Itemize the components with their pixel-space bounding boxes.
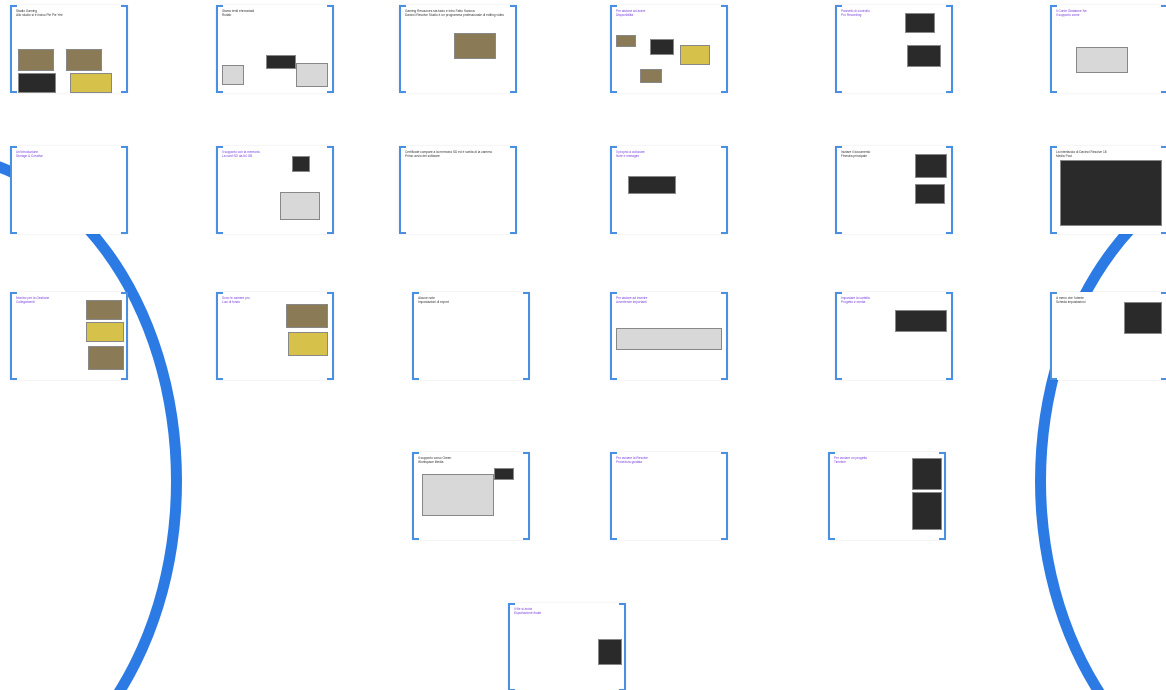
slide-thumbnail-18[interactable] (1050, 292, 1166, 380)
slide-right-bracket (523, 292, 530, 380)
slide-image (680, 45, 710, 65)
slide-text-line: Sono le camere pro (222, 296, 250, 300)
slide-text-line: Workspace Media (418, 460, 444, 465)
slide-right-bracket (1161, 5, 1166, 93)
slide-image (616, 328, 722, 350)
slide-thumbnail-21[interactable] (828, 452, 946, 540)
slide-left-bracket (828, 452, 835, 540)
slide-thumbnail-3[interactable] (399, 5, 517, 93)
slide-text-line: Per avviare la Resolve (616, 456, 648, 460)
slide-left-bracket (610, 5, 617, 93)
slide-right-bracket (121, 146, 128, 234)
slide-right-bracket (721, 292, 728, 380)
slide-text-line: A meno che l'utente (1056, 296, 1084, 300)
slide-text-line: Il supporto corso Green (418, 456, 452, 460)
slide-text-line: Note e immagini (616, 154, 640, 159)
slide-left-bracket (399, 5, 406, 93)
slide-image (18, 49, 54, 71)
slide-left-bracket (835, 5, 842, 93)
slide-text-line: Media Pool (1056, 154, 1072, 159)
slide-image (628, 176, 676, 194)
slide-text-line: Primo avvio del software (405, 154, 440, 159)
slide-left-bracket (835, 292, 842, 380)
slide-left-bracket (610, 452, 617, 540)
slide-thumbnail-7[interactable] (10, 146, 128, 234)
slide-text-line: Il supporto con la memoria (222, 150, 260, 154)
slide-left-bracket (10, 146, 17, 234)
slide-left-bracket (216, 292, 223, 380)
slide-text-line: Ruitab (222, 13, 232, 18)
slide-right-bracket (327, 5, 334, 93)
slide-thumbnail-17[interactable] (835, 292, 953, 380)
slide-text-line: Davinci Resolve Studio è un programma professionale di editing video (405, 13, 505, 18)
slide-image (266, 55, 296, 69)
slide-image (1124, 302, 1162, 334)
slide-image (288, 332, 328, 356)
slide-text-line: Stadio Gaming (16, 9, 38, 13)
slide-left-bracket (10, 292, 17, 380)
slide-thumbnail-13[interactable] (10, 292, 128, 380)
slide-image (494, 468, 514, 480)
slide-right-bracket (523, 452, 530, 540)
slide-text-line: Scheda impostazioni (1056, 300, 1086, 305)
slide-text-line: Monitor per la Gestione (16, 296, 50, 300)
slide-image (296, 63, 328, 87)
slide-image (66, 49, 102, 71)
slide-text-line: Storage & Creative (16, 154, 43, 159)
slide-image (912, 492, 942, 530)
slide-text-line: Per aiutare ad inserire (616, 296, 648, 300)
slide-text-line: Pro Recording (841, 13, 862, 18)
slide-right-bracket (946, 5, 953, 93)
slide-left-bracket (508, 603, 515, 690)
slide-thumbnail-6[interactable] (1050, 5, 1166, 93)
slide-text-line: Alcune note (418, 296, 435, 300)
slide-text-line: Il file si avvia (514, 607, 533, 611)
slide-right-bracket (721, 146, 728, 234)
slide-text-line: Un'introduzione (16, 150, 39, 154)
slide-right-bracket (510, 5, 517, 93)
slide-left-bracket (412, 292, 419, 380)
slide-image (454, 33, 496, 59)
slide-text-line: Il proprio a collocare (616, 150, 645, 154)
slide-image (650, 39, 674, 55)
slide-thumbnail-2[interactable] (216, 5, 334, 93)
slide-image (1060, 160, 1162, 226)
slide-thumbnail-1[interactable] (10, 5, 128, 93)
slide-text-line: Stamo tenti ehrmadadi (222, 9, 255, 13)
slide-text-line: Impostazioni di export (418, 300, 450, 305)
slide-left-bracket (1050, 146, 1057, 234)
slide-right-bracket (946, 146, 953, 234)
slide-text-line: Luci di fondo (222, 300, 241, 305)
slide-image (895, 310, 947, 332)
slide-thumbnail-15[interactable] (412, 292, 530, 380)
slide-text-line: La interfaccia di Davinci Resolve 18 (1056, 150, 1107, 154)
slide-image (292, 156, 310, 172)
slide-right-bracket (510, 146, 517, 234)
slide-text-line: Finestra principale (841, 154, 868, 159)
slide-left-bracket (610, 146, 617, 234)
slide-thumbnail-11[interactable] (835, 146, 953, 234)
slide-text-line: Pannello di controllo (841, 9, 870, 13)
slide-image (422, 474, 494, 516)
slide-image (286, 304, 328, 328)
slide-text-line: Disponibilità (616, 13, 634, 18)
slide-thumbnail-4[interactable] (610, 5, 728, 93)
slide-text-line: Avvertenze importanti (616, 300, 647, 305)
slide-left-bracket (1050, 5, 1057, 93)
slide-image (1076, 47, 1128, 73)
slide-thumbnail-12[interactable] (1050, 146, 1166, 234)
slide-image (915, 184, 945, 204)
slide-image (88, 346, 124, 370)
slide-image (280, 192, 320, 220)
slide-left-bracket (835, 146, 842, 234)
slide-thumbnail-10[interactable] (610, 146, 728, 234)
slide-text-line: Per avviare un progetto (834, 456, 868, 460)
slide-image (907, 45, 941, 67)
slide-right-bracket (721, 452, 728, 540)
slide-left-bracket (10, 5, 17, 93)
slide-text-line: Per aiutarvi ad avere (616, 9, 646, 13)
slide-text-line: Allo studio si è inciso Pie Pie Yee (16, 13, 63, 18)
slide-thumbnail-14[interactable] (216, 292, 334, 380)
slide-left-bracket (1050, 292, 1057, 380)
slide-thumbnail-19[interactable] (412, 452, 530, 540)
slide-text-line: La card SD da 64 GB (222, 154, 253, 159)
slide-text-line: Timeline (834, 460, 846, 465)
slide-image (70, 73, 112, 93)
slide-image (222, 65, 244, 85)
slide-right-bracket (121, 5, 128, 93)
slide-right-bracket (721, 5, 728, 93)
slide-thumbnail-9[interactable] (399, 146, 517, 234)
slide-image (640, 69, 662, 83)
slide-image (18, 73, 56, 93)
slide-text-line: Gaming Resources sta facio e intro Fatto Sanova (405, 9, 475, 13)
slide-image (616, 35, 636, 47)
slide-text-line: Procedura guidata (616, 460, 643, 465)
slide-left-bracket (412, 452, 419, 540)
slide-text-line: Impostare la cartella (841, 296, 870, 300)
slide-text-line: Il Conte Giatatone Ne (1056, 9, 1087, 13)
slide-thumbnail-16[interactable] (610, 292, 728, 380)
slide-right-bracket (946, 292, 953, 380)
slide-image (598, 639, 622, 665)
slide-text-line: Progetto e media (841, 300, 866, 305)
slide-thumbnail-22[interactable] (508, 603, 626, 690)
slide-text-line: Esportazione finale (514, 611, 542, 616)
slide-text-line: Iniziare il documento (841, 150, 871, 154)
slide-text-line: Certificate compare a la memoria SD ed è scelta di la camera (405, 150, 492, 154)
slide-text-line: Collegamenti (16, 300, 35, 305)
slide-thumbnail-20[interactable] (610, 452, 728, 540)
slide-right-bracket (327, 146, 334, 234)
slide-thumbnail-5[interactable] (835, 5, 953, 93)
slide-left-bracket (216, 146, 223, 234)
slide-image (86, 322, 124, 342)
slide-left-bracket (399, 146, 406, 234)
slide-right-bracket (327, 292, 334, 380)
slide-text-line: Il supporto come (1056, 13, 1080, 18)
slide-thumbnail-8[interactable] (216, 146, 334, 234)
